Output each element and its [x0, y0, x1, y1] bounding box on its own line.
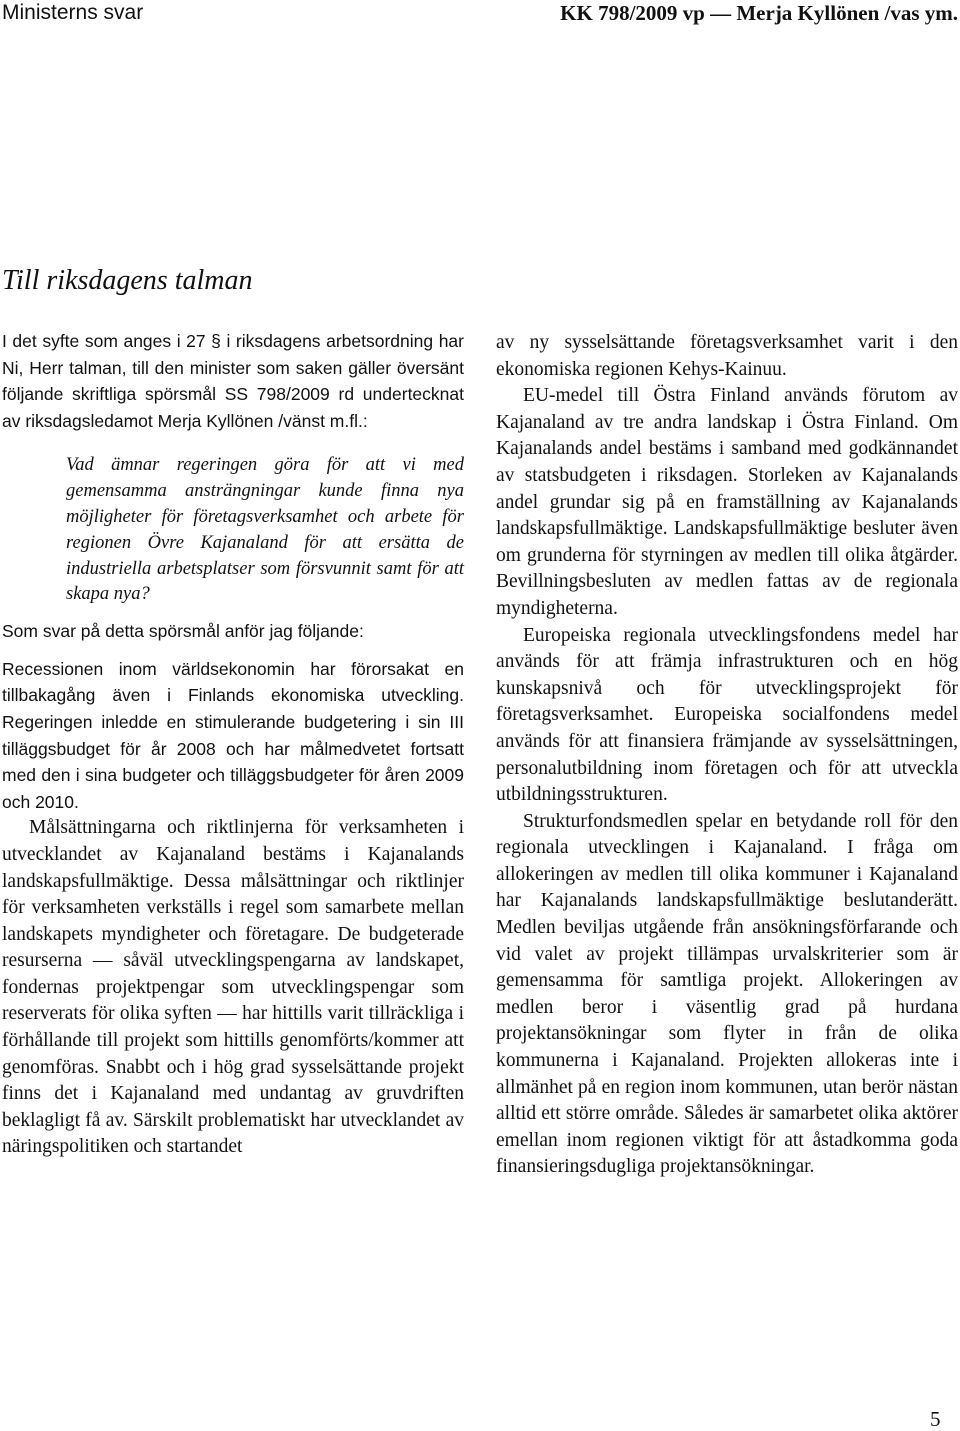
page-number: 5 [930, 1407, 941, 1431]
answer-intro: Som svar på detta spörsmål anför jag följande: [2, 621, 364, 642]
question-quote: Vad ämnar regeringen göra för att vi med gemensamma ansträngningar kunde finna nya möjligheter för företagsverksamhet och arbete för regionen Övre Kajanaland för att ersätta de industriella arbetsplatser som försvunnit samt för att skapa nya? [66, 455, 464, 605]
paragraph: Recessionen inom världsekonomin har förorsakat en tillbakagång även i Finlands ekonomiska utveckling. Regeringen inledde en stimulerande budgetering i sin III tilläggsbudget för år 2008 och har målmedvetet fortsatt med den i sina budgeter och tilläggsbudgeter för åren 2009 och 2010. [2, 658, 464, 812]
left-column [2, 328, 464, 1161]
right-column [496, 330, 958, 1181]
paragraph: Strukturfondsmedlen spelar en betydande roll för den regionala utvecklingen i Kajanaland. I fråga om allokeringen av medlen till olika kommuner i Kajanaland har Kajanalands landskapsfullmäktige beslutanderätt. Medlen beviljas utgående från ansökningsförfarande och vid valet av projekt tillämpas urvalskriterier som är gemensamma för samtliga projekt. Allokeringen av medlen beror i väsentlig grad på hurdana projektansökningar som flyter in från de olika kommunerna i Kajanaland. Projekten allokeras inte i allmänhet på en region inom kommunen, utan berör nästan alltid ett större område. Således är samarbetet olika aktörer emellan inom regionen viktigt för att åstadkomma goda finansieringsdugliga projektansökningar. [496, 810, 958, 1178]
running-header-left: Ministerns svar [2, 1, 144, 24]
intro-paragraph: I det syfte som anges i 27 § i riksdagens arbetsordning har Ni, Herr talman, till den minister som saken gäller översänt följande skriftliga spörsmål SS 798/2009 rd undertecknat av riksdagsledamot Merja Kyllönen /vänst m.fl.: [2, 331, 464, 431]
page-title: Till riksdagens talman [2, 265, 253, 296]
paragraph: Europeiska regionala utvecklingsfondens medel har används för att främja infrastrukturen och en hög kunskapsnivå och för utvecklingsprojekt för företagsverksamhet. Europeiska socialfondens medel används för att finansiera främjande av sysselsättningen, personalutbildning inom företagen och för att utveckla utbildningsstrukturen. [496, 624, 958, 806]
running-header-right: KK 798/2009 vp — Merja Kyllönen /vas ym. [560, 1, 958, 25]
paragraph: Målsättningarna och riktlinjerna för verksamheten i utvecklandet av Kajanaland bestäms i Kajanalands landskapsfullmäktige. Dessa målsättningar och riktlinjer för verksamheten verkställs i regel som samarbete mellan landskapets myndigheter och företagare. De budgeterade resurserna — såväl utvecklingspengarna av landskapet, fondernas projektpengar som utvecklingspengar som reserverats för olika syften — har hittills varit tillräckliga i förhållande till projekt som hittills genomförts/kommer att genomföras. Snabbt och i hög grad sysselsättande projekt finns det i Kajanaland med undantag av gruvdriften beklagligt få av. Särskilt problematiskt har utvecklandet av näringspolitiken och startandet [2, 817, 464, 1158]
paragraph: av ny sysselsättande företagsverksamhet varit i den ekonomiska regionen Kehys-Kainuu. [496, 332, 958, 380]
paragraph: EU-medel till Östra Finland används förutom av Kajanaland av tre andra landskap i Östra Finland. Om Kajanalands andel bestäms i samband med godkännandet av statsbudgeten i riksdagen. Storleken av Kajanalands andel grundar sig på en framställning av Kajanalands landskapsfullmäktige. Landskapsfullmäktige besluter även om grunderna för styrningen av medlen till olika åtgärder. Bevillningsbesluten av medlen fattas av de regionala myndigheterna. [496, 385, 958, 619]
